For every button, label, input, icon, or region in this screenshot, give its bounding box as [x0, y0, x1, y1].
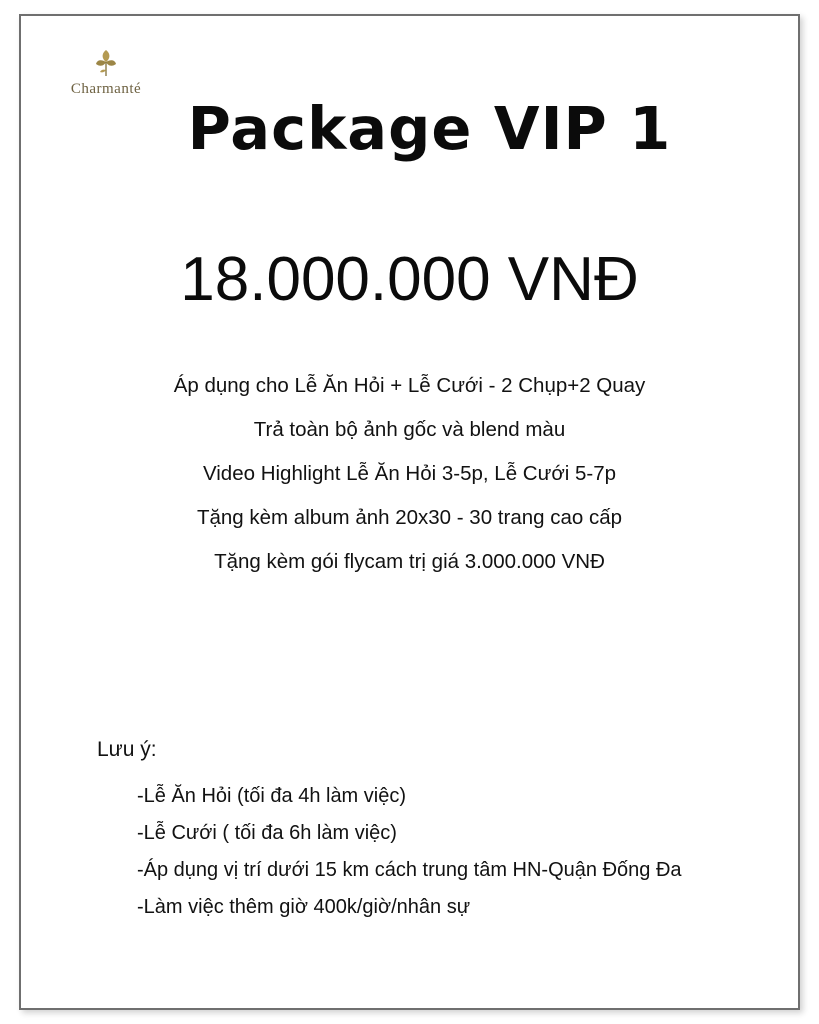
poster-sheet [19, 14, 800, 1010]
feature-list [81, 364, 738, 584]
list-item: Tặng kèm gói flycam trị giá 3.000.000 VNĐ [214, 550, 605, 573]
brand-logo [51, 46, 161, 98]
list-item: Video Highlight Lễ Ăn Hỏi 3-5p, Lễ Cưới 5-7p [202, 462, 617, 485]
list-item: -Áp dụng vị trí dưới 15 km cách trung tâm HN-Quận Đống Đa [137, 859, 682, 881]
notes-section [97, 738, 758, 926]
list-item: -Lễ Cưới ( tối đa 6h làm việc) [137, 822, 397, 844]
brand-name: Charmanté [70, 81, 142, 97]
price-amount: 18.000.000 VNĐ [180, 245, 639, 314]
page-title: Package VIP 1 [187, 94, 672, 163]
notes-label: Lưu ý: [97, 738, 157, 761]
list-item: Áp dụng cho Lễ Ăn Hỏi + Lễ Cưới - 2 Chụp+2 Quay [173, 374, 646, 397]
list-item: -Lễ Ăn Hỏi (tối đa 4h làm việc) [137, 785, 407, 807]
list-item: -Làm việc thêm giờ 400k/giờ/nhân sự [137, 896, 471, 918]
flower-logo-icon [51, 46, 161, 80]
list-item: Tặng kèm album ảnh 20x30 - 30 trang cao cấp [196, 506, 623, 529]
list-item: Trả toàn bộ ảnh gốc và blend màu [253, 418, 566, 441]
